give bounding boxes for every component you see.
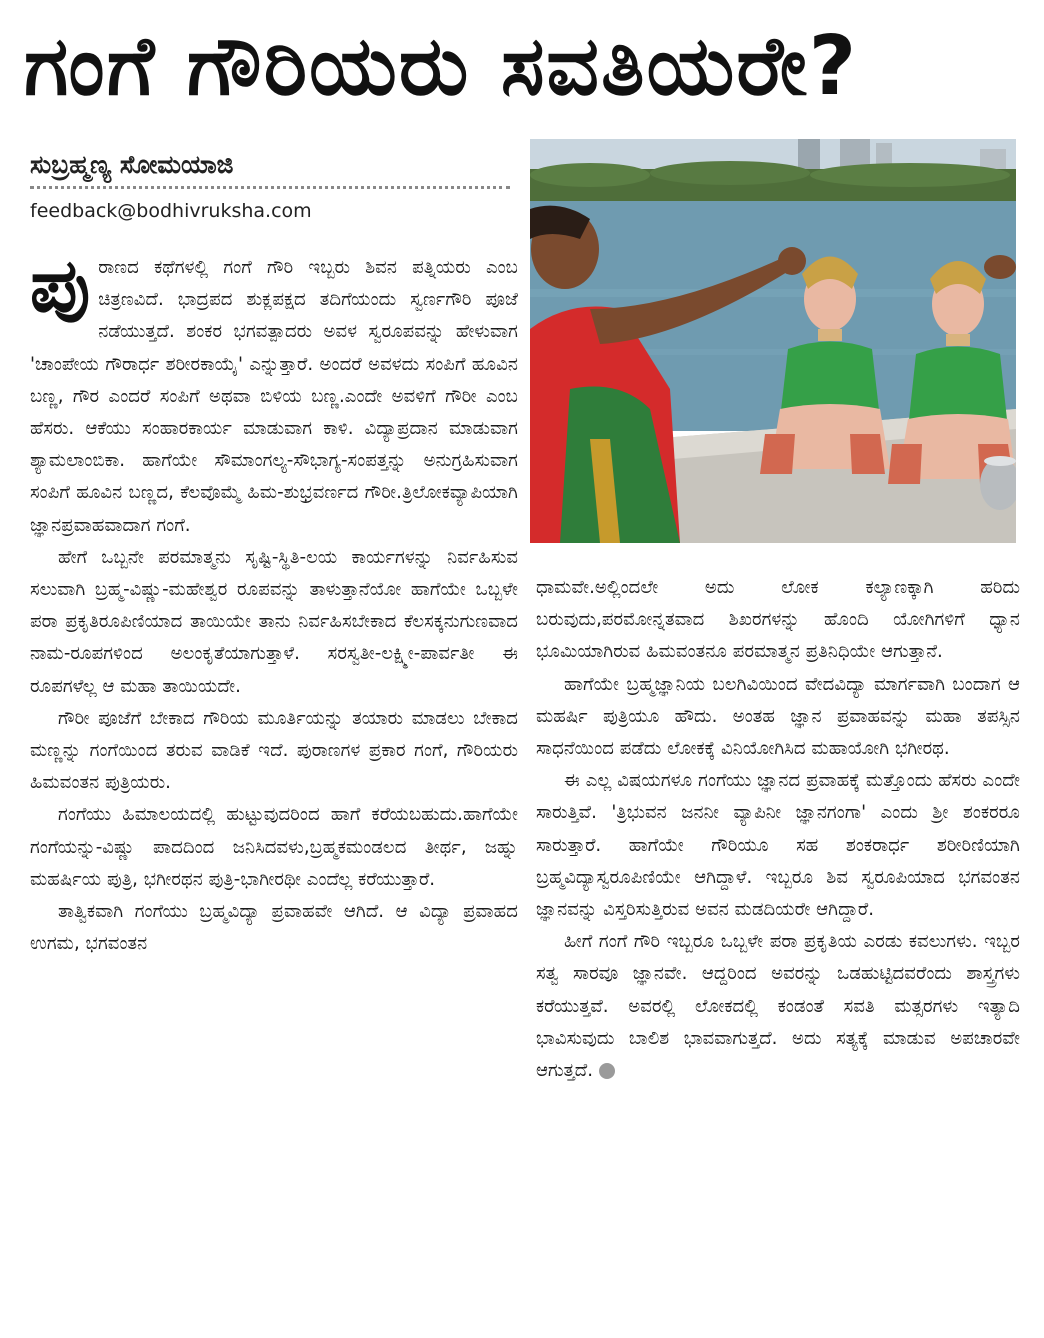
- article-paragraph: ಈ ಎಲ್ಲ ವಿಷಯಗಳೂ ಗಂಗೆಯು ಜ್ಞಾನದ ಪ್ರವಾಹಕ್ಕೆ ಮತ್ತೊಂದು ಹೆಸರು ಎಂದೇ ಸಾರುತ್ತಿವೆ. 'ತ್ರಿಭುವನ ಜನನೀ ವ್ಯಾಪಿನೀ ಜ್ಞಾನಗಂಗಾ' ಎಂದು ಶ್ರೀ ಶಂಕರರೂ ಸಾರುತ್ತಾರೆ. ಹಾಗೆಯೇ ಗೌರಿಯೂ ಸಹ ಶಂಕರಾರ್ಧ ಶರೀರಿಣಿಯಾಗಿ ಬ್ರಹ್ಮವಿದ್ಯಾಸ್ವರೂಪಿಣಿಯೇ ಆಗಿದ್ದಾಳೆ. ಇಬ್ಬರೂ ಶಿವ ಸ್ವರೂಪಿಯಾದ ಭಗವಂತನ ಜ್ಞಾನವನ್ನು ವಿಸ್ತರಿಸುತ್ತಿರುವ ಅವನ ಮಡದಿಯರೇ ಆಗಿದ್ದಾರೆ.: [536, 770, 1020, 921]
- article-paragraph: ಹೀಗೆ ಗಂಗೆ ಗೌರಿ ಇಬ್ಬರೂ ಒಬ್ಬಳೇ ಪರಾ ಪ್ರಕೃತಿಯ ಎರಡು ಕವಲುಗಳು. ಇಬ್ಬರ ಸತ್ವ ಸಾರವೂ ಜ್ಞಾನವೇ. ಆದ್ದರಿಂದ ಅವರನ್ನು ಒಡಹುಟ್ಟಿದವರೆಂದು ಶಾಸ್ತ್ರಗಳು ಕರೆಯುತ್ತವೆ. ಅವರಲ್ಲಿ ಲೋಕದಲ್ಲಿ ಕಂಡಂತೆ ಸವತಿ ಮತ್ಸರಗಳು ಇತ್ಯಾದಿ ಭಾವಿಸುವುದು ಬಾಲಿಶ ಭಾವವಾಗುತ್ತದೆ. ಅದು ಸತ್ಯಕ್ಕೆ ಮಾಡುವ ಅಪಚಾರವೇ ಆಗುತ್ತದೆ.: [536, 931, 1020, 1082]
- article-paragraph: ಗಂಗೆಯು ಹಿಮಾಲಯದಲ್ಲಿ ಹುಟ್ಟುವುದರಿಂದ ಹಾಗೆ ಕರೆಯಬಹುದು.ಹಾಗೆಯೇ ಗಂಗೆಯನ್ನು-ವಿಷ್ಣು ಪಾದದಿಂದ ಜನಿಸಿದವಳು,ಬ್ರಹ್ಮಕಮಂಡಲದ ತೀರ್ಥ, ಜಹ್ನು ಮಹರ್ಷಿಯ ಪುತ್ರಿ, ಭಗೀರಥನ ಪುತ್ರಿ-ಭಾಗೀರಥೀ ಎಂದೆಲ್ಲ ಕರೆಯುತ್ತಾರೆ.: [30, 804, 518, 890]
- article-paragraph: ಪುರಾಣದ ಕಥೆಗಳಲ್ಲಿ ಗಂಗೆ ಗೌರಿ ಇಬ್ಬರು ಶಿವನ ಪತ್ನಿಯರು ಎಂಬ ಚಿತ್ರಣವಿದೆ. ಭಾದ್ರಪದ ಶುಕ್ಲಪಕ್ಷದ ತದಿಗೆಯಂದು ಸ್ವರ್ಣಗೌರಿ ಪೂಜೆ ನಡೆಯುತ್ತದೆ. ಶಂಕರ ಭಗವತ್ಪಾದರು ಅವಳ ಸ್ವರೂಪವನ್ನು ಹೇಳುವಾಗ 'ಚಾಂಪೇಯ ಗೌರಾರ್ಧ ಶರೀರಕಾಯೈ' ಎನ್ನುತ್ತಾರೆ. ಅಂದರೆ ಅವಳದು ಸಂಪಿಗೆ ಹೂವಿನ ಬಣ್ಣ, ಗೌರ ಎಂದರೆ ಸಂಪಿಗೆ ಅಥವಾ ಬಿಳಿಯ ಬಣ್ಣ.ಎಂದೇ ಅವಳಿಗೆ ಗೌರೀ ಎಂಬ ಹೆಸರು. ಆಕೆಯು ಸಂಹಾರಕಾರ್ಯ ಮಾಡುವಾಗ ಕಾಳಿ. ವಿದ್ಯಾಪ್ರದಾನ ಮಾಡುವಾಗ ಶ್ಯಾಮಲಾಂಬಿಕಾ. ಹಾಗೆಯೇ ಸೌಮಾಂಗಲ್ಯ-ಸೌಭಾಗ್ಯ-ಸಂಪತ್ತನ್ನು ಅನುಗ್ರಹಿಸುವಾಗ ಸಂಪಿಗೆ ಹೂವಿನ ಬಣ್ಣದ, ಕೆಲವೊಮ್ಮೆ ಹಿಮ-ಶುಭ್ರವರ್ಣದ ಗೌರೀ.ತ್ರಿಲೋಕವ್ಯಾಪಿಯಾಗಿ ಜ್ಞಾನಪ್ರವಾಹವಾದಾಗ ಗಂಗೆ.: [30, 243, 518, 536]
- article-column-left: [30, 243, 518, 1332]
- end-mark-icon: [599, 1063, 615, 1079]
- photo-woman-with-gauri-idols: [530, 139, 1016, 543]
- article-paragraph: ಗೌರೀ ಪೂಜೆಗೆ ಬೇಕಾದ ಗೌರಿಯ ಮೂರ್ತಿಯನ್ನು ತಯಾರು ಮಾಡಲು ಬೇಕಾದ ಮಣ್ಣನ್ನು ಗಂಗೆಯಿಂದ ತರುವ ವಾಡಿಕೆ ಇದೆ. ಪುರಾಣಗಳ ಪ್ರಕಾರ ಗಂಗೆ, ಗೌರಿಯರು ಹಿಮವಂತನ ಪುತ್ರಿಯರು.: [30, 707, 518, 794]
- article-paragraph: ಹಾಗೆಯೇ ಬ್ರಹ್ಮಜ್ಞಾನಿಯ ಬಲಗಿವಿಯಿಂದ ವೇದವಿದ್ಯಾ ಮಾರ್ಗವಾಗಿ ಬಂದಾಗ ಆ ಮಹರ್ಷಿ ಪುತ್ರಿಯೂ ಹೌದು. ಅಂತಹ ಜ್ಞಾನ ಪ್ರವಾಹವನ್ನು ಮಹಾ ತಪಸ್ಸಿನ ಸಾಧನೆಯಿಂದ ಪಡೆದು ಲೋಕಕ್ಕೆ ವಿನಿಯೋಗಿಸಿದ ಮಹಾಯೋಗಿ ಭಗೀರಥ.: [536, 673, 1020, 760]
- dropcap: ಪು: [30, 243, 91, 329]
- headline: ಗಂಗೆ ಗೌರಿಯರು ಸವತಿಯರೇ?: [24, 19, 859, 114]
- article-column-right: [536, 572, 1020, 1332]
- author-byline: ಸುಬ್ರಹ್ಮಣ್ಯ ಸೋಮಯಾಜಿ: [30, 150, 510, 189]
- article-photo: [530, 139, 1016, 543]
- article-paragraph: ತಾತ್ವಿಕವಾಗಿ ಗಂಗೆಯು ಬ್ರಹ್ಮವಿದ್ಯಾ ಪ್ರವಾಹವೇ ಆಗಿದೆ. ಆ ವಿದ್ಯಾ ಪ್ರವಾಹದ ಉಗಮ, ಭಗವಂತನ: [30, 901, 518, 955]
- feedback-email[interactable]: feedback@bodhivruksha.com: [30, 200, 312, 222]
- article-paragraph: ಧಾಮವೇ.ಅಲ್ಲಿಂದಲೇ ಅದು ಲೋಕ ಕಲ್ಯಾಣಕ್ಕಾಗಿ ಹರಿದು ಬರುವುದು,ಪರಮೋನ್ನತವಾದ ಶಿಖರಗಳನ್ನು ಹೊಂದಿ ಯೋಗಿಗಳಿಗೆ ಧ್ಯಾನ ಭೂಮಿಯಾಗಿರುವ ಹಿಮವಂತನೂ ಪರಮಾತ್ಮನ ಪ್ರತಿನಿಧಿಯೇ ಆಗುತ್ತಾನೆ.: [536, 577, 1020, 663]
- article-paragraph: ಹೇಗೆ ಒಬ್ಬನೇ ಪರಮಾತ್ಮನು ಸೃಷ್ಟಿ-ಸ್ಥಿತಿ-ಲಯ ಕಾರ್ಯಗಳನ್ನು ನಿರ್ವಹಿಸುವ ಸಲುವಾಗಿ ಬ್ರಹ್ಮ-ವಿಷ್ಣು-ಮಹೇಶ್ವರ ರೂಪವನ್ನು ತಾಳುತ್ತಾನೆಯೋ ಹಾಗೆಯೇ ಒಬ್ಬಳೇ ಪರಾ ಪ್ರಕೃತಿರೂಪಿಣಿಯಾದ ತಾಯಿಯೇ ತಾನು ನಿರ್ವಹಿಸಬೇಕಾದ ಕೆಲಸಕ್ಕನುಗುಣವಾದ ನಾಮ-ರೂಪಗಳಿಂದ ಅಲಂಕೃತೆಯಾಗುತ್ತಾಳೆ. ಸರಸ್ವತೀ-ಲಕ್ಷ್ಮೀ-ಪಾರ್ವತೀ ಈ ರೂಪಗಳೆಲ್ಲ ಆ ಮಹಾ ತಾಯಿಯದೇ.: [30, 546, 518, 697]
